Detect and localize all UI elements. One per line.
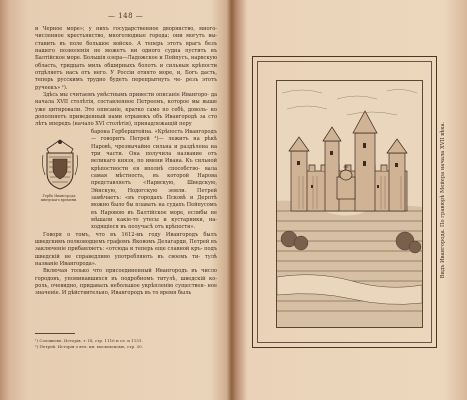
coat-of-arms-icon [39,135,81,191]
emblem-wrap-block [35,129,217,232]
text-line: городовъ, упоминавшихся въ подробномъ титулѣ, шведскій ко- [35,275,217,282]
text-line: бы плавать на судахъ Пейпусомъ въ Наровою въ Балтійское [91,202,217,216]
text-line: вала самая мѣстность, въ которой Нарова представляетъ [91,165,217,187]
paragraph [35,92,217,129]
text-line: «Нарвскую, Шведскую, Эйнскую, Нодогскую земли. Петрей [91,180,217,194]
text-line: численное крестьянство, многолюдные города; они могутъ вы- [35,33,217,40]
text-line: Балтійское море. Большія озера—Ладожское и Пейпусъ, нарвскую [35,55,217,62]
text-line: Говоря о томъ, что въ 1612-мъ году Ивангородъ былъ [43,231,217,238]
text-line: выше уже цитировали. Это описаніе, кратко само по себѣ, доволь- [35,99,217,113]
text-line: барона Герберштейна. «Крѣпость Ивангородъ— говоритъ Петрей ²)— [91,128,217,143]
text-line: Богъ дасть, теперь русскимъ трудно будетъ перепрыгнуть че- [35,70,218,84]
text-line: Включая только что присоединенный Ивангородъ въ число [43,268,217,275]
left-page [0,0,228,400]
footnote: ²) Петрей. Исторія о вел. кн. московскомъ, стр. 30. [35,344,143,349]
text-line: три части. Она получила название отъ великаго князя, по [91,150,217,165]
footnote-divider [35,333,75,334]
text-line: имени Ивана. Къ сильной крѣпостности ея вполнѣ способство- [91,158,217,172]
paragraph [35,232,217,269]
text-line: тулѣ названіе Ивангорода». [35,253,217,267]
text-line: ное значеніе. И дѣйствительно, Ивангородъ въ то время быль [35,283,217,297]
paragraph-continued [35,26,217,92]
footnotes [35,338,217,350]
fortress-engraving-icon [277,81,422,327]
text-line: нашего позволенія не можетъ ни одного судна пустить въ [35,48,217,55]
footnote: ¹) Соловьевъ. Исторія, т. IX, стр. 1116 и сл. и 1131. [35,338,143,343]
text-line: но дополняетъ приведенный нами отрывокъ объ Ивангородѣ [35,106,217,121]
emblem-caption: Гербъ Ивангорода шведскаго времени. [40,193,78,203]
text-line: и Черное море»; у нихъ государственное дворянство, много- [35,26,217,32]
wrapped-text [91,129,217,232]
text-line: лежитъ на рѣкѣ Наровѣ, чрезвычайно сильна и раздѣлена на [91,136,217,150]
text-line: да начала XVII столѣтія, составленное Петреемъ, которое мы [35,92,217,106]
text-line: роль, очевидно, придавалъ небольшое укрѣпленію существен- [35,283,208,290]
text-line: подъ шведскій не справедливо употребляють въ своемъ ти- [35,246,217,260]
text-line: за сто лѣтъ впередъ (начало XVI столѣтія), принадлежащій перу [35,114,218,128]
text-line: крѣпости отдѣляетъ насъ отъ него. У Россіи отнято море, и, [35,62,217,77]
text-line: въ заключеніе прибавляетъ: «отсюда и теперь еще славной кръ- [35,238,217,253]
text-line: резъ этотъ ручеекъ» ¹). [35,77,217,91]
text-line: ходящіеся въ получасѣ отъ крѣпости». [91,224,196,231]
text-line: ставить въ поле большое войско. А теперь этотъ врагъ безъ [35,40,217,47]
plate-caption: Видъ Ивангорода. По гравюрѣ Мейера начала XVII вѣка. [440,121,446,279]
ivangorod-engraving [276,80,423,328]
left-page-body [35,26,217,298]
emblem-column [35,129,91,232]
text-line: область, тридцать миль обширныхъ болотъ и сильныя [35,62,192,69]
text-line: море, еслибы не мѣшали какіе-то утесы и кустарники, на- [91,209,217,223]
right-page [232,0,467,400]
paragraph [35,268,217,297]
text-line: Здѣсь мы считаемъ умѣстнымъ привести описаніе Ивангоро- [43,92,211,99]
text-line: замѣчаетъ: «въ городахъ Псковѣ и Дерптѣ можно было [91,194,217,209]
page-number: — 148 — [108,12,144,20]
text-line: шведскимъ полководцемъ графомъ Яковомъ Делагарди, Петрей [35,238,211,245]
